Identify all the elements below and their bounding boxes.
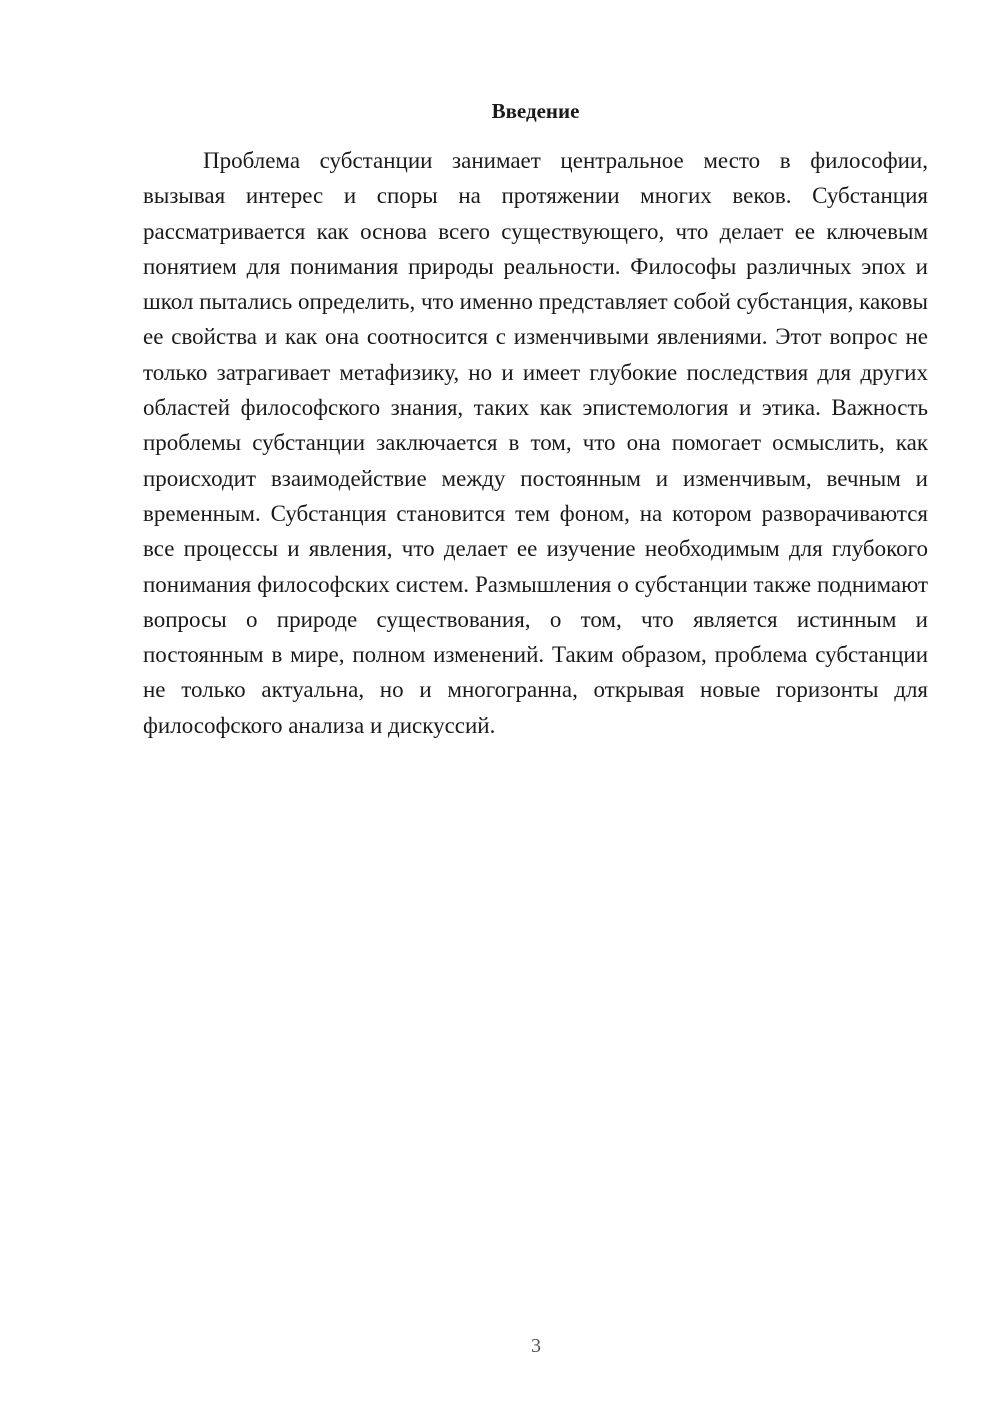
page-number: 3 [531, 1335, 541, 1357]
section-heading: Введение [491, 99, 580, 123]
body-paragraph: Проблема субстанции занимает центральное место в философии, вызывая интерес и споры на протяжении многих веков. Субстанция рассматривается как основа всего существующего, что делает ее ключевым понятием для понимания природы реальности. Философы различных эпох и школ пытались определить, что именно представляет собой субстанция, каковы ее свойства и как она соотносится с изменчивыми явлениями. Этот вопрос не только затрагивает метафизику, но и имеет глубокие последствия для других областей философского знания, таких как эпистемология и этика. Важность проблемы субстанции заключается в том, что она помогает осмыслить, как происходит взаимодействие между постоянным и изменчивым, вечным и временным. Субстанция становится тем фоном, на котором разворачиваются все процессы и явления, что делает ее изучение необходимым для глубокого понимания философских систем. Размышления о субстанции также поднимают вопросы о природе существования, о том, что является истинным и постоянным в мире, полном изменений. Таким образом, проблема субстанции не только актуальна, но и многогранна, открывая новые горизонты для философского анализа и дискуссий. [143, 148, 928, 738]
